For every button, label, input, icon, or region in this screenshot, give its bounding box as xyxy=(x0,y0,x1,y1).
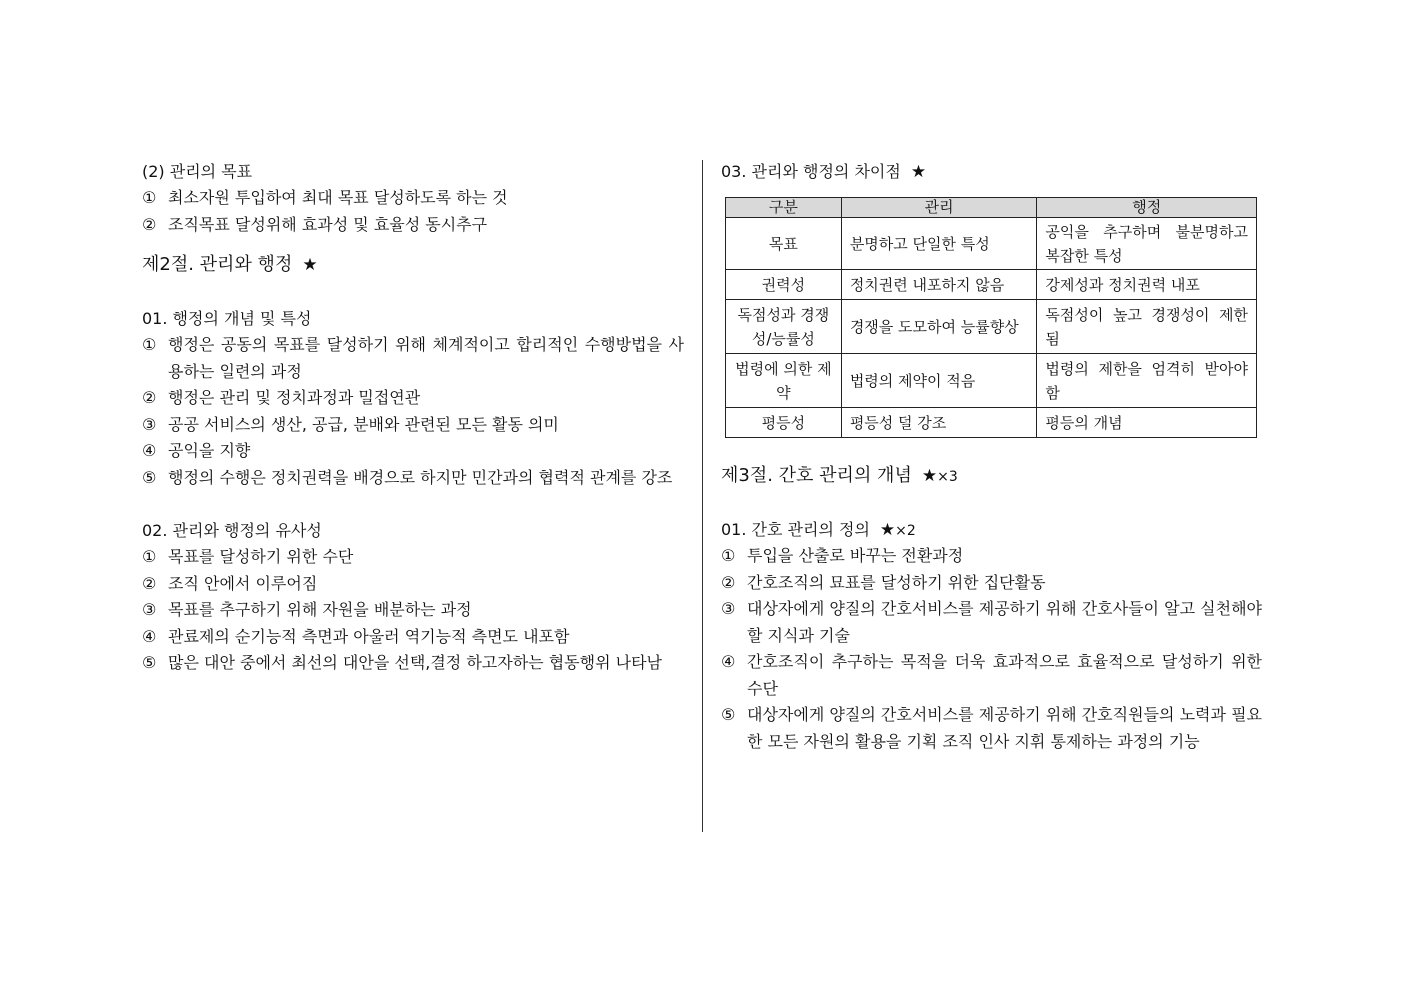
item-number: ③ xyxy=(142,414,157,434)
item-text: 공공 서비스의 생산, 공급, 분배와 관련된 모든 활동 의미 xyxy=(168,414,559,434)
table-cell: 목표 xyxy=(726,218,842,270)
list-item xyxy=(721,596,1262,649)
star-icon: ★ xyxy=(910,162,927,182)
table-cell: 정치권련 내포하지 않음 xyxy=(841,270,1037,300)
list-item xyxy=(721,543,1262,570)
similarity-title: 02. 관리와 행정의 유사성 xyxy=(142,521,322,540)
item-number: ③ xyxy=(721,599,736,618)
table-header: 관리 xyxy=(841,198,1037,218)
table-header-row xyxy=(726,198,1257,218)
item-number: ① xyxy=(142,188,157,207)
table-header: 구분 xyxy=(726,198,842,218)
difference-heading xyxy=(721,158,1262,185)
table-cell: 독점성과 경쟁성/능률성 xyxy=(726,300,842,354)
comparison-table xyxy=(725,197,1257,438)
star-multiplier: ×3 xyxy=(937,469,958,485)
item-text: 행정은 공동의 목표를 달성하기 위해 체계적이고 합리적인 수행방법을 사용하는 일련의 과정 xyxy=(168,335,684,381)
item-number: ⑤ xyxy=(721,705,736,724)
chapter3-title: 제3절. 간호 관리의 개념 xyxy=(721,465,912,486)
item-text: 관료제의 순기능적 측면과 아울러 역기능적 측면도 내포함 xyxy=(168,626,570,646)
item-number: ④ xyxy=(142,441,157,460)
chapter2-heading xyxy=(142,251,684,279)
goal-title: (2) 관리의 목표 xyxy=(142,162,253,181)
definition-heading xyxy=(721,516,1262,543)
list-item xyxy=(142,571,684,598)
table-cell: 법령의 제약이 적음 xyxy=(841,354,1037,408)
item-text: 목표를 추구하기 위해 자원을 배분하는 과정 xyxy=(168,600,472,619)
table-header: 행정 xyxy=(1037,198,1257,218)
star-multiplier: ×2 xyxy=(895,523,916,539)
item-number: ② xyxy=(142,388,157,407)
item-number: ① xyxy=(142,547,157,566)
list-item xyxy=(142,544,684,571)
table-cell: 경쟁을 도모하여 능률향상 xyxy=(841,300,1037,354)
table-cell: 평등의 개념 xyxy=(1037,408,1257,438)
item-text: 간호조직의 묘표를 달성하기 위한 집단활동 xyxy=(747,572,1046,592)
table-cell: 평등성 xyxy=(726,408,842,438)
admin-concept-title: 01. 행정의 개념 및 특성 xyxy=(142,309,312,328)
list-item xyxy=(142,332,684,385)
item-number: ① xyxy=(142,335,157,354)
difference-title: 03. 관리와 행정의 차이점 xyxy=(721,162,901,181)
table-cell: 법령에 의한 제약 xyxy=(726,354,842,408)
chapter3-heading xyxy=(721,462,1262,490)
list-item xyxy=(142,624,684,651)
list-item xyxy=(142,465,684,492)
item-number: ② xyxy=(142,573,157,593)
definition-title: 01. 간호 관리의 정의 xyxy=(721,520,870,539)
column-divider xyxy=(702,160,703,832)
item-text: 조직 안에서 이루어짐 xyxy=(168,573,318,593)
item-text: 대상자에게 양질의 간호서비스를 제공하기 위해 간호직원들의 노력과 필요한 모든 자원의 활용을 기획 조직 인사 지휘 통제하는 과정의 기능 xyxy=(747,705,1262,751)
item-text: 목표를 달성하기 위한 수단 xyxy=(168,547,354,566)
table-cell: 권력성 xyxy=(726,270,842,300)
list-item xyxy=(721,649,1262,702)
item-text: 행정의 수행은 정치권력을 배경으로 하지만 민간과의 협력적 관계를 강조 xyxy=(168,467,673,487)
list-item xyxy=(142,412,684,439)
table-row xyxy=(726,218,1257,270)
item-number: ④ xyxy=(142,626,157,646)
table-cell: 평등성 덜 강조 xyxy=(841,408,1037,438)
table-cell: 분명하고 단일한 특성 xyxy=(841,218,1037,270)
item-text: 행정은 관리 및 정치과정과 밀접연관 xyxy=(168,388,421,407)
list-item xyxy=(142,597,684,624)
item-text: 간호조직이 추구하는 목적을 더욱 효과적으로 효율적으로 달성하기 위한 수단 xyxy=(747,652,1262,698)
list-item xyxy=(721,570,1262,597)
list-item xyxy=(142,385,684,412)
table-row xyxy=(726,300,1257,354)
table-cell: 독점성이 높고 경쟁성이 제한됨 xyxy=(1037,300,1257,354)
item-text: 대상자에게 양질의 간호서비스를 제공하기 위해 간호사들이 알고 실천해야 할 지식과 기술 xyxy=(747,599,1262,645)
list-item xyxy=(721,702,1262,755)
left-column xyxy=(142,158,684,677)
item-text: 최소자원 투입하여 최대 목표 달성하도록 하는 것 xyxy=(168,188,508,207)
star-icon: ★ xyxy=(302,255,318,275)
item-number: ② xyxy=(721,572,736,592)
item-number: ② xyxy=(142,214,157,234)
table-row xyxy=(726,408,1257,438)
item-number: ⑤ xyxy=(142,467,157,487)
list-item xyxy=(142,185,684,212)
item-number: ⑤ xyxy=(142,653,157,672)
list-item xyxy=(142,650,684,677)
star-icon: ★ xyxy=(921,466,938,486)
item-text: 투입을 산출로 바꾸는 전환과정 xyxy=(747,546,964,565)
chapter2-title: 제2절. 관리와 행정 xyxy=(142,254,293,275)
table-cell: 법령의 제한을 엄격히 받아야함 xyxy=(1037,354,1257,408)
item-text: 많은 대안 중에서 최선의 대안을 선택,결정 하고자하는 협동행위 나타남 xyxy=(168,653,662,672)
table-row xyxy=(726,270,1257,300)
list-item xyxy=(142,212,684,239)
table-row xyxy=(726,354,1257,408)
right-column xyxy=(721,158,1262,755)
item-number: ④ xyxy=(721,652,736,671)
table-cell: 강제성과 정치권력 내포 xyxy=(1037,270,1257,300)
table-cell: 공익을 추구하며 불분명하고 복잡한 특성 xyxy=(1037,218,1257,270)
item-text: 공익을 지향 xyxy=(168,441,251,460)
star-icon: ★ xyxy=(879,520,896,540)
item-number: ① xyxy=(721,546,736,565)
item-text: 조직목표 달성위해 효과성 및 효율성 동시추구 xyxy=(168,214,488,234)
list-item xyxy=(142,438,684,465)
item-number: ③ xyxy=(142,600,157,619)
